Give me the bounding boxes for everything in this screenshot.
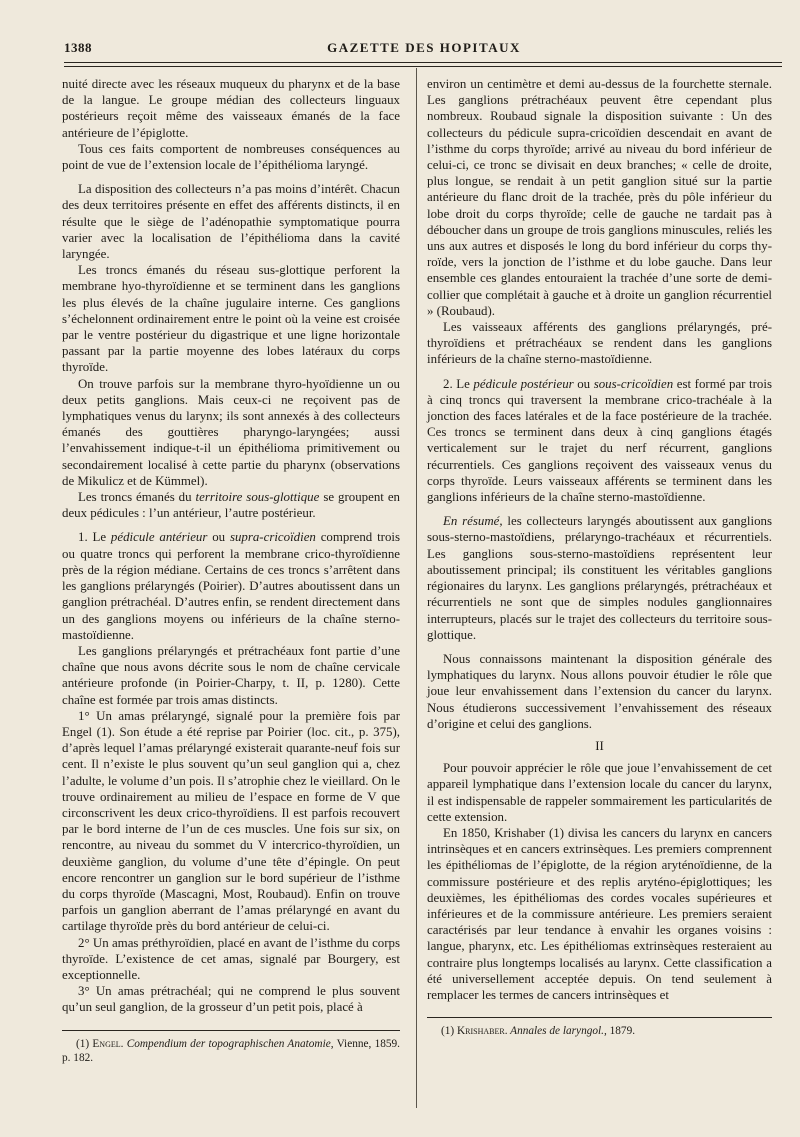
column-divider — [416, 68, 417, 1108]
paragraph: La disposition des collecteurs n’a pas moins d’intérêt. Chacun des deux territoires présente en effet des afférents distincts, il en résulte que le siège de l’adénopathie symptomatique pourra varier avec la localisation de l’épithélioma dans la cavité laryngée. — [62, 182, 400, 262]
paragraph: nuité directe avec les réseaux muqueux du pharynx et de la base de la langue. Le groupe médian des collecteurs linguaux postérieurs reçoit même des vaisseaux émanés de la face antérieure de l’épiglotte. — [62, 77, 400, 140]
paragraph: 2. Le pédicule postérieur ou sous-cricoïdien est formé par trois à cinq troncs qui traversent la membrane crico-trachéale à la jonction des faces latérales et de la face postérieure de la trachée. Ces troncs se terminent dans deux à cinq ganglions étagés verticalement sur le trajet du nerf récurrent, ganglions récurrentiels. Ces ganglions reçoivent des vaisseaux venus du corps thyroïde. Leurs vaisseaux afférents se terminent dans les ganglions inférieurs de la chaîne sterno-mastoïdienne. — [427, 376, 772, 505]
footnote-rule — [427, 1017, 772, 1018]
paragraph: On trouve parfois sur la membrane thyro-hyoïdienne un ou deux petits ganglions. Mais ceux-ci ne reçoivent pas de lymphatiques venus du larynx; ils sont annexés à des collecteurs émanés des gouttières pharyngo-laryngées; aussi l’envahissement indique-t-il un épithélioma primitivement ou secondairement localisé à cette partie du pharynx (observations de Mikulicz et de Kümmel). — [62, 376, 400, 488]
header-rule-double — [64, 66, 782, 67]
right-column — [427, 76, 772, 1038]
footnote-rule — [62, 1030, 400, 1031]
paragraph: Les vaisseaux afférents des ganglions prélaryngés, préthyroïdiens et prétrachéaux se rendent dans les ganglions inférieurs de la chaîne sterno-mastoïdienne. — [427, 320, 772, 367]
paragraph: En 1850, Krishaber (1) divisa les cancers du larynx en cancers intrinsèques et en cancers extrinsèques. Les premiers comprennent les épithéliomas de l’épiglotte, de la région aryténoïdienne, de la commissure postérieure et des replis aryténo-épiglottiques; les deuxièmes, les épithéliomas des cordes vocales supérieures et inférieures et de la commissure antérieure. Les premiers seraient caractérisés par leur tendance à envahir les organes voisins : langue, pharynx, etc. Les épithéliomas extrinsèques resteraient au contraire plus longtemps localisés au larynx. Cette classification a été universellement acceptée depuis. On tend seulement à remplacer les termes de cancers intrinsèques et — [427, 825, 772, 1002]
paragraph: Tous ces faits comportent de nombreuses conséquences au point de vue de l’extension locale de l’épithélioma laryngé. — [62, 141, 400, 173]
paragraph: Les ganglions prélaryngés et prétrachéaux font partie d’une chaîne que nous avons décrite sous le nom de chaîne cervicale antérieure profonde (in Poirier-Charpy, t. II, p. 1280). Cette chaîne est formée par trois amas distincts. — [62, 643, 400, 707]
footnote: (1) Engel. Compendium der topographischen Anatomie, Vienne, 1859. p. 182. — [62, 1037, 400, 1064]
paragraph: Nous connaissons maintenant la disposition générale des lymphatiques du larynx. Nous allons pouvoir étudier le rôle que joue leur envahissement dans l’extension du cancer du larynx. Nous étudierons successivement l’envahissement des réseaux d’origine et celui des ganglions. — [427, 651, 772, 731]
left-column — [62, 76, 400, 1065]
paragraph: 1. Le pédicule antérieur ou supra-cricoïdien comprend trois ou quatre troncs qui perforent la membrane crico-thyroïdienne près de la région médiane. Certains de ces troncs s’arrêtent dans les ganglions prélaryngés (Poirier). D’autres aboutissent dans un ganglion prétrachéal. D’autres enfin, se rendent directement dans un des ganglions moyens ou inférieurs de la chaîne sterno-mastoïdienne. — [62, 530, 400, 642]
paragraph: 2° Un amas préthyroïdien, placé en avant de l’isthme du corps thyroïde. L’existence de cet amas, signalé par Bourgery, est exceptionnelle. — [62, 935, 400, 982]
page-number: 1388 — [64, 40, 92, 55]
journal-title: GAZETTE DES HOPITAUX — [327, 40, 521, 55]
footnote: (1) Krishaber. Annales de laryngol., 1879. — [441, 1025, 636, 1038]
paragraph: 3° Un amas prétrachéal; qui ne comprend le plus souvent qu’un seul ganglion, de la grosseur d’un petit pois, placé à — [62, 984, 400, 1015]
paragraph: environ un centimètre et demi au-dessus de la fourchette sternale. Les ganglions prétrachéaux peuvent être cependant plus nombreux. Roubaud signale la disposition suivante : Un des collecteurs du pédicule supra-cricoïdien descendait en avant de l’isthme du corps thyroïde; arrivé au niveau du bord inférieur de celui-ci, ce tronc se divisait en deux branches; « celle de droite, plus longue, se rendait à un petit ganglion situé sur la partie antérieure du flanc droit de la trachée, près du pôle inférieur du lobe droit du corps thyroïde; celle de gauche ne tardait pas à déboucher dans un groupe de trois ganglions minuscules, reliés les uns aux autres et disposés le long du bord inférieur du corps thyroïde, vers la jonction de l’isthme et du lobe gauche. Dans leur ensemble ces glandes entouraient la trachée d’une sorte de demi-collier que complétait à gauche et à droite un ganglion récurrentiel » (Roubaud). — [427, 77, 772, 318]
page-header — [64, 38, 784, 58]
paragraph: Pour pouvoir apprécier le rôle que joue l’envahissement de cet appareil lymphatique dans l’extension locale du cancer du larynx, il est indispensable de rappeler sommairement les particularités de cette extension. — [427, 761, 772, 824]
section-heading: II — [595, 738, 604, 753]
header-rule — [64, 62, 782, 63]
paragraph: Les troncs émanés du réseau sus-glottique perforent la membrane hyo-thyroïdienne et se terminent dans les ganglions les plus élevés de la chaîne jugulaire interne. Ces ganglions s’échelonnent ordinairement entre le point où la veine est croisée par le ventre postérieur du digastrique et une ligne horizontale passant par la partie moyenne des lobes latéraux du corps thyroïde. — [62, 263, 400, 375]
paragraph: Les troncs émanés du territoire sous-glottique se groupent en deux pédicules : l’un antérieur, l’autre postérieur. — [62, 490, 400, 521]
paragraph: 1° Un amas prélaryngé, signalé pour la première fois par Engel (1). Son étude a été reprise par Poirier (loc. cit., p. 375), d’après lequel l’amas prélaryngé existerait quarante-neuf fois sur cent. Il n’existe le plus souvent qu’un seul ganglion qui a, chez l’adulte, le volume d’un pois. Il s’atrophie chez le vieillard. On le trouve ordinairement au milieu de l’espace en forme de V que circonscrivent les deux crico-thyroïdiens. Il est parfois recouvert par le bord interne de l’un de ces muscles. Une fois sur six, on rencontre, au niveau du sommet du V intercrico-thyroïdien, un deuxième ganglion, du volume d’une tête d’épingle. On peut encore rencontrer un ganglion sur le bord supérieur de l’isthme du corps thyroïde (Mascagni, Most, Roubaud). Enfin on trouve parfois un ganglion aberrant de l’amas prélaryngé en avant du cartilage thyroïde près du bord antérieur de celui-ci. — [62, 708, 400, 934]
paragraph: En résumé, les collecteurs laryngés aboutissent aux ganglions sous-sterno-mastoïdiens, prélaryngo-trachéaux et récurrentiels. Les ganglions sous-sterno-mastoïdiens représentent leur aboutissement principal; ils constituent les véritables ganglions régionaires du larynx. Les ganglions prélaryngés, prétrachéaux et récurrentiels ne sont que de simples nodules ganglionnaires interrupteurs, placés sur le trajet des collecteurs du territoire sous-glottique. — [427, 514, 772, 642]
